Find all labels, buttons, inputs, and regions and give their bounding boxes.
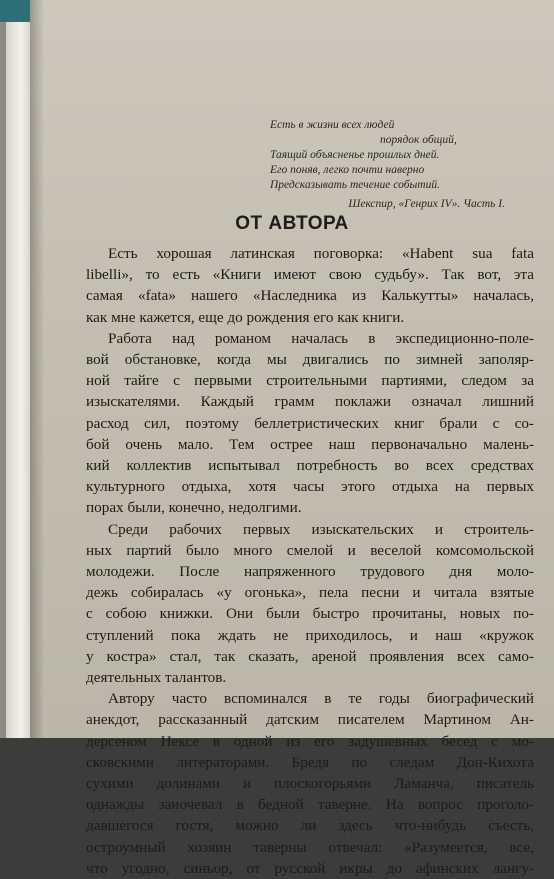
- text-line: ной тайге с первыми строительными партиями, следом за: [86, 372, 534, 390]
- text-line: культурного отдыха, хотя часы этого отдыха на первых: [86, 478, 534, 496]
- text-line: кий коллектив испытывал потребность во всех средствах: [86, 457, 534, 475]
- epigraph-line: Предсказывать течение событий.: [270, 179, 440, 191]
- text-line: молодежи. После напряженного трудового дня моло-: [86, 563, 534, 581]
- text-line: деятельных талантов.: [86, 669, 227, 687]
- epigraph-line: Таящий объясненье прошлых дней.: [270, 149, 440, 161]
- text-line: с собою книжки. Они были быстро прочитаны, новых по-: [86, 605, 534, 623]
- text-line: анекдот, рассказанный датским писателем Мартином Ан-: [86, 711, 534, 729]
- text-line: что угодно, синьор, от русской икры до афинских лангу-: [86, 859, 534, 877]
- text-line: Автору часто вспоминался в те годы биографический: [108, 690, 534, 708]
- text-line: однажды заночевал в бедной таверне. На вопрос проголо-: [86, 796, 534, 814]
- text-line: ных партий было много смелой и веселой комсомольской: [86, 541, 534, 559]
- text-line: сковскими литераторами. Бредя по следам Дон-Кихота: [86, 753, 534, 771]
- text-line: бой очень мало. Тем острее наш первоначально малень-: [86, 435, 534, 453]
- epigraph-line: Его поняв, легко почти наверно: [270, 164, 425, 176]
- text-line: остроумный хозяин таверны отвечал: «Разумеется, все,: [86, 838, 534, 856]
- epigraph-line: порядок общий,: [380, 134, 457, 146]
- text-line: как мне кажется, еще до рождения его как книги.: [86, 308, 405, 326]
- chapter-heading: ОТ АВТОРА: [235, 213, 349, 234]
- text-line: изыскателями. Каждый грамм поклажи означал лишний: [86, 393, 534, 411]
- epigraph-attribution: Шекспир, «Генрих IV». Часть I.: [348, 198, 505, 210]
- text-line: Есть хорошая латинская поговорка: «Habent sua fata: [108, 245, 534, 262]
- text-line: вой обстановке, когда мы двигались по зимней заполяр-: [86, 351, 534, 369]
- book-cover-edge: [0, 0, 30, 738]
- page-gutter-shadow: [30, 0, 44, 738]
- text-line: самая «fata» нашего «Наследника из Калькутты» началась,: [86, 287, 534, 305]
- text-line: у костра» стал, так сказать, ареной проявления всех само-: [86, 647, 534, 665]
- text-line: Работа над романом началась в экспедиционно-поле-: [108, 329, 534, 347]
- text-line: дерсеном Нексе в одной из его задушевных бесед с мо-: [86, 732, 534, 750]
- text-line: libelli», то есть «Книги имеют свою судьбу». Так вот, эта: [86, 266, 534, 284]
- text-line: порах были, конечно, недолгими.: [86, 499, 302, 517]
- text-line: сухими долинами и плоскогорьями Ламанча, писатель: [86, 775, 534, 793]
- text-line: дежь собиралась «у огонька», пела песни и читала взятые: [86, 584, 534, 602]
- epigraph-line: Есть в жизни всех людей: [270, 119, 395, 131]
- body-text: [86, 243, 534, 879]
- text-line: давшегося гостя, можно ли здесь что-нибудь съесть,: [86, 817, 534, 835]
- text-line: расход сил, поэтому беллетристических книг брали с со-: [86, 414, 534, 432]
- book-page: [30, 0, 554, 877]
- text-line: ступлений пока ждать не приходилось, и наш «кружок: [86, 626, 534, 644]
- epigraph: [270, 118, 505, 212]
- text-line: Среди рабочих первых изыскательских и строитель-: [108, 520, 534, 538]
- book-spine: [0, 0, 6, 738]
